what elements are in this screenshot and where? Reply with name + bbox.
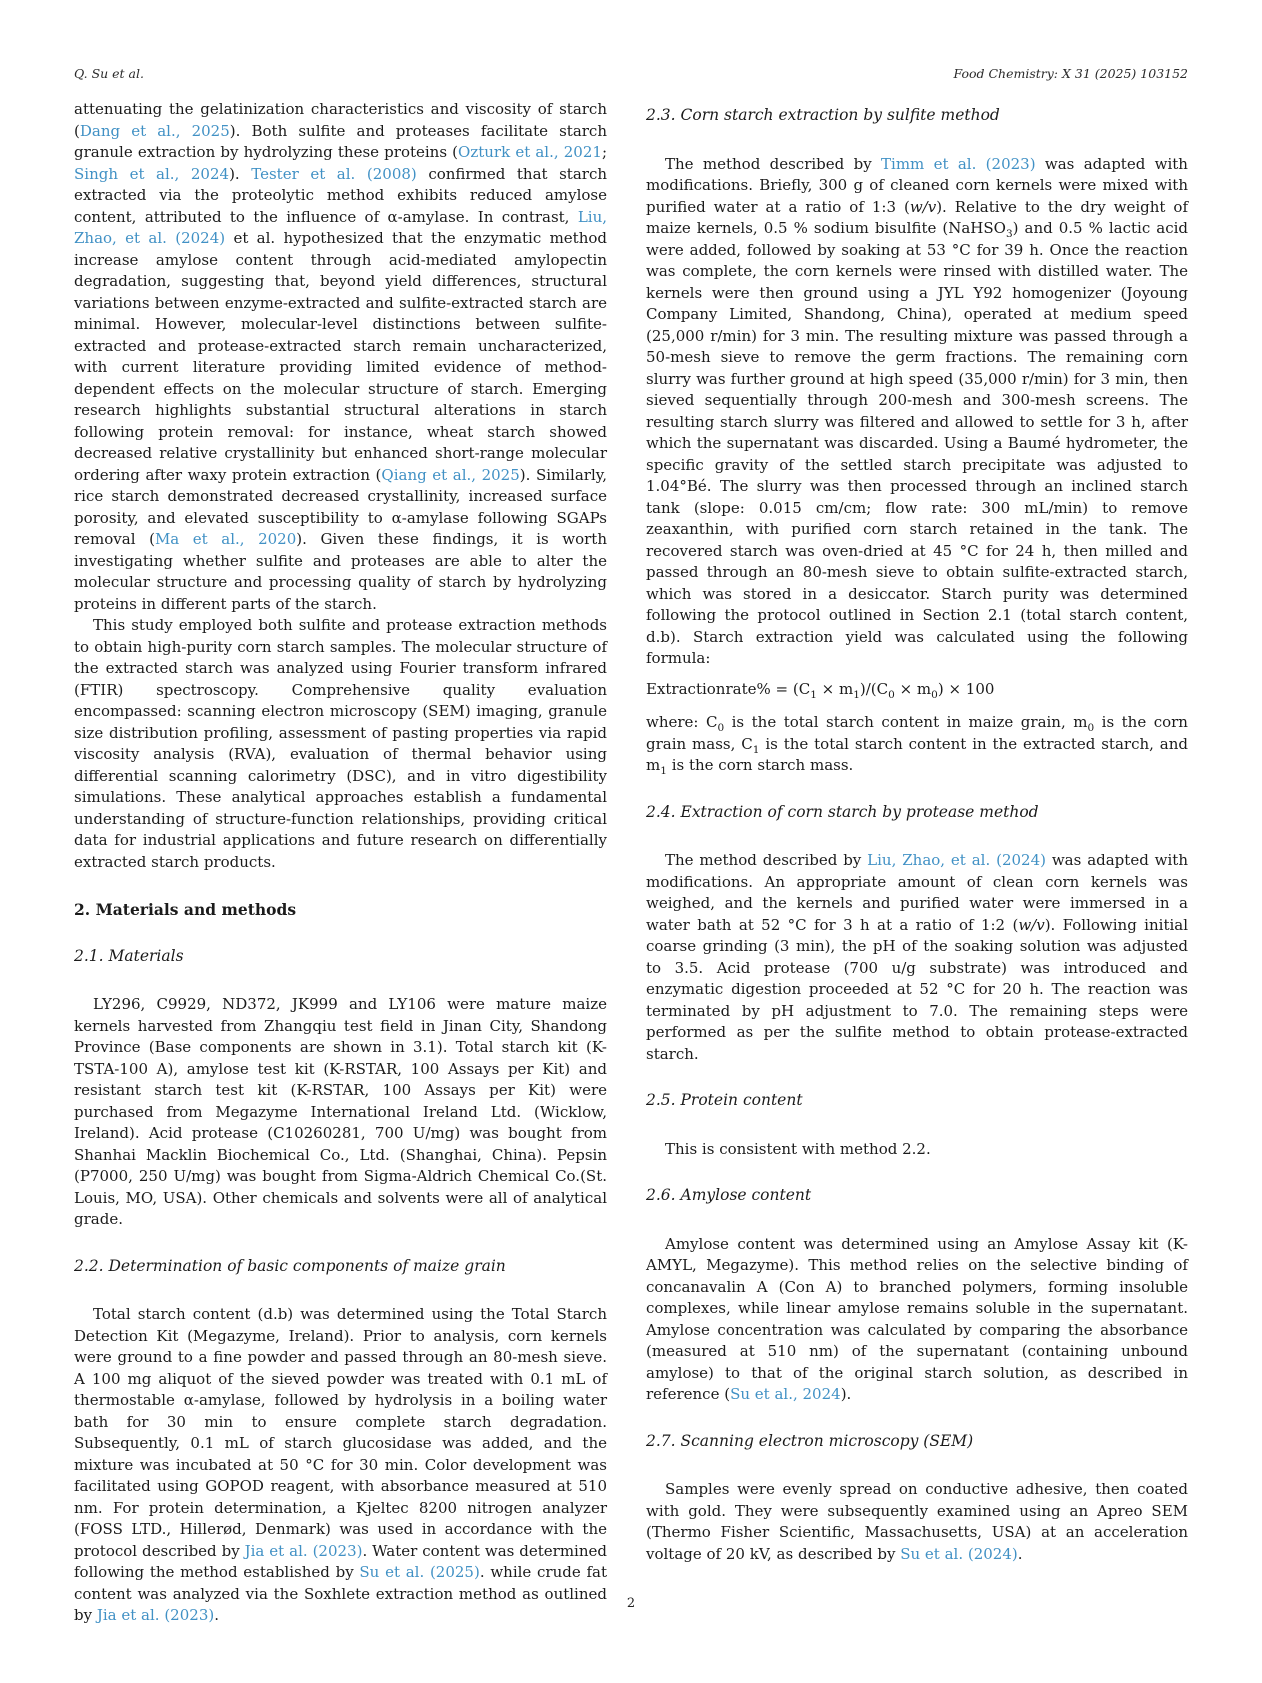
citation-link[interactable]: Su et al. (2024) xyxy=(900,1544,1018,1563)
subscript: 1 xyxy=(752,743,760,756)
text-run: 2.6. Amylose content xyxy=(646,1186,812,1204)
page-footer xyxy=(0,1596,1262,1611)
citation-link[interactable]: Su et al., 2024 xyxy=(730,1385,841,1403)
paragraph xyxy=(646,1479,1188,1565)
subsection-heading xyxy=(646,1431,1188,1453)
citation-link[interactable]: Liu, Zhao, et al. (2024) xyxy=(867,851,1046,869)
paragraph xyxy=(74,615,607,873)
text-run: Extractionrate% = (C xyxy=(646,679,811,698)
text-run: The method described by xyxy=(665,851,868,869)
citation-link[interactable]: Jia et al. (2023) xyxy=(244,1541,363,1560)
text-run: is the corn starch mass. xyxy=(666,756,854,774)
citation-link[interactable]: Singh et al., 2024 xyxy=(74,164,230,183)
text-run: × m xyxy=(816,679,854,698)
text-run: was adapted with modifications. An appropriate amount of clean corn kernels was weighed, and the kernels and purified water were immersed in a water bath at 52 °C for 3 h at a ratio of 1:2 ( xyxy=(646,851,1188,934)
subscript: 1 xyxy=(660,765,667,777)
text-run: 2.4. Extraction of corn starch by protease method xyxy=(646,802,1039,821)
left-column xyxy=(74,99,607,1627)
equation xyxy=(646,679,1188,701)
paragraph xyxy=(74,1304,607,1627)
subsection-heading xyxy=(74,1256,607,1278)
section-heading xyxy=(74,899,607,921)
running-head-journal: Food Chemistry: X 31 (2025) 103152 xyxy=(953,66,1188,81)
subsection-heading xyxy=(646,1090,1188,1112)
citation-link[interactable]: Qiang et al., 2025 xyxy=(381,465,520,484)
text-run: ). Following initial coarse grinding (3 min), the pH of the soaking solution was adjusted to 3.5. Acid protease (700 u/g substrate) was introduced and enzymatic digestion proceeded at 52 °C for 20 h. The reaction was terminated by pH adjustment to 7.0. The remaining steps were performed as per the sulfite method to obtain protease-extracted starch. xyxy=(646,915,1189,1063)
text-run: 2.1. Materials xyxy=(74,946,184,965)
citation-link[interactable]: Jia et al. (2023) xyxy=(96,1606,215,1624)
subsection-heading xyxy=(646,105,1188,127)
subscript: 3 xyxy=(1005,228,1013,240)
text-run: 2.2. Determination of basic components of maize grain xyxy=(74,1256,506,1275)
text-run: et al. hypothesized that the enzymatic method increase amylose content through acid-mediated amylopectin degradation, suggesting that, beyond yield differences, structural variations between enzyme-extracted and sulfite-extracted starch are minimal. However, molecular-level distinctions between sulfite-extracted and protease-extracted starch remain uncharacterized, with current literature providing limited evidence of method-dependent effects on the molecular structure of starch. Emerging research highlights substantial structural alterations in starch following protein removal: for instance, wheat starch showed decreased relative crystallinity but enhanced short-range molecular ordering after waxy protein extraction ( xyxy=(74,229,607,484)
text-run: 2.7. Scanning electron microscopy (SEM) xyxy=(646,1431,974,1450)
subscript: 0 xyxy=(1087,722,1095,734)
text-run: × m xyxy=(894,679,932,698)
citation-link[interactable]: Liu, Zhao, et al. (2024) xyxy=(74,207,607,247)
text-run: Total starch content (d.b) was determined using the Total Starch Detection Kit (Megazyme, Ireland). Prior to analysis, corn kernels were ground to a fine powder and passed through an 80-mesh sieve. A 100 mg aliquot of the sieved powder was treated with 0.1 mL of thermostable α-amylase, followed by hydrolysis in a boiling water bath for 30 min to ensure complete starch degradation. Subsequently, 0.1 mL of starch glucosidase was added, and the mixture was incubated at 50 °C for 30 min. Color development was facilitated using GOPOD reagent, with absorbance measured at 510 nm. For protein determination, a Kjeltec 8200 nitrogen analyzer (FOSS LTD., Hillerød, Denmark) was used in accordance with the protocol described by xyxy=(74,1305,607,1560)
text-run: ) and 0.5 % lactic acid were added, followed by soaking at 53 °C for 39 h. Once the reaction was complete, the corn kernels were rinsed with distilled water. The kernels were then ground using a JYL Y92 homogenizer (Joyoung Company Limited, Shandong, China), operated at medium speed (25,000 r/min) for 3 min. The resulting mixture was passed through a 50-mesh sieve to remove the germ fractions. The remaining corn slurry was further ground at high speed (35,000 r/min) for 3 min, then sieved sequentially through 200-mesh and 300-mesh screens. The resulting starch slurry was filtered and allowed to settle for 3 h, after which the supernatant was discarded. Using a Baumé hydrometer, the specific gravity of the settled starch precipitate was adjusted to 1.04°Bé. The slurry was then processed through an inclined starch tank (slope: 0.015 cm/cm; flow rate: 300 mL/min) to remove zeaxanthin, with purified corn starch retained in the tank. The recovered starch was oven-dried at 45 °C for 24 h, then milled and passed through an 80-mesh sieve to obtain sulfite-extracted starch, which was stored in a desiccator. Starch purity was determined following the protocol outlined in Section 2.1 (total starch content, d.b). Starch extraction yield was calculated using the following formula: xyxy=(646,219,1188,667)
text-run: ). Both sulfite and proteases facilitate starch granule extraction by hydrolyzing these proteins ( xyxy=(74,121,607,161)
text-run: . Water content was determined following the method established by xyxy=(74,1541,607,1581)
paragraph xyxy=(74,99,607,615)
text-run: is the total starch content in maize grain, m xyxy=(724,713,1088,731)
right-column xyxy=(646,99,1188,1565)
text-run: w/v xyxy=(1018,915,1045,934)
text-run: 2.3. Corn starch extraction by sulfite method xyxy=(646,106,1000,124)
text-run: )/(C xyxy=(859,679,889,698)
citation-link[interactable]: Timm et al. (2023) xyxy=(881,154,1036,173)
text-run: This is consistent with method 2.2. xyxy=(665,1139,931,1158)
citation-link[interactable]: Dang et al., 2025 xyxy=(79,121,230,140)
text-run: Samples were evenly spread on conductive adhesive, then coated with gold. They were subsequently examined using an Apreo SEM (Thermo Fisher Scientific, Massachusetts, USA) at an acceleration voltage of 20 kV, as described by xyxy=(646,1480,1188,1563)
paragraph xyxy=(646,850,1188,1065)
text-run: Amylose content was determined using an Amylose Assay kit (K-AMYL, Megazyme). This method relies on the selective binding of concanavalin A (Con A) to branched polymers, forming insoluble complexes, while linear amylose remains soluble in the supernatant. Amylose concentration was calculated by comparing the absorbance (measured at 510 nm) of the supernatant (containing unbound amylose) to that of the original starch solution, as described in reference ( xyxy=(646,1234,1188,1403)
text-run: This study employed both sulfite and protease extraction methods to obtain high-purity corn starch samples. The molecular structure of the extracted starch was analyzed using Fourier transform infrared (FTIR) spectroscopy. Comprehensive quality evaluation encompassed: scanning electron microscopy (SEM) imaging, granule size distribution profiling, assessment of pasting properties via rapid viscosity analysis (RVA), evaluation of thermal behavior using differential scanning calorimetry (DSC), and in vitro digestibility simulations. These analytical approaches establish a fundamental understanding of structure-function relationships, providing critical data for industrial applications and future research on differentially extracted starch products. xyxy=(74,616,607,871)
citation-link[interactable]: Su et al. (2025) xyxy=(359,1563,480,1581)
citation-link[interactable]: Ma et al., 2020 xyxy=(154,530,297,548)
page-number: 2 xyxy=(626,1596,636,1611)
text-run: The method described by xyxy=(665,154,882,173)
text-run: ). Similarly, rice starch demonstrated decreased crystallinity, increased surface porosity, and elevated susceptibility to α-amylase following SGAPs removal ( xyxy=(74,465,607,548)
text-run: is the total starch content in the extracted starch, and m xyxy=(646,734,1188,774)
subscript: 1 xyxy=(810,688,817,701)
paragraph xyxy=(646,1139,1188,1161)
paragraph xyxy=(646,712,1188,777)
text-run: was adapted with modifications. Briefly, 300 g of cleaned corn kernels were mixed with purified water at a ratio of 1:3 ( xyxy=(646,154,1188,216)
text-run: ; xyxy=(601,143,608,161)
text-run: confirmed that starch extracted via the proteolytic method exhibits reduced amylose content, attributed to the influence of α-amylase. In contrast, xyxy=(74,164,608,226)
text-run: ). Relative to the dry weight of maize kernels, 0.5 % sodium bisulfite (NaHSO xyxy=(646,197,1188,237)
running-head xyxy=(74,66,1188,81)
text-run: ). xyxy=(229,164,252,183)
subscript: 1 xyxy=(853,688,860,701)
text-run: ). Given these findings, it is worth investigating whether sulfite and proteases are able to alter the molecular structure and processing quality of starch by hydrolyzing proteins in different parts of the starch. xyxy=(74,530,607,613)
paragraph xyxy=(646,1234,1188,1406)
running-head-author: Q. Su et al. xyxy=(74,66,144,81)
citation-link[interactable]: Tester et al. (2008) xyxy=(251,164,417,183)
text-run: . xyxy=(1017,1544,1023,1563)
text-run: 2.5. Protein content xyxy=(646,1091,803,1109)
subscript: 0 xyxy=(931,688,938,701)
citation-link[interactable]: Ozturk et al., 2021 xyxy=(458,143,602,161)
text-run: . xyxy=(214,1606,219,1624)
paragraph xyxy=(74,994,607,1231)
subscript: 0 xyxy=(717,722,725,734)
text-run: . while crude fat content was analyzed via the Soxhlete extraction method as outlined by xyxy=(74,1563,607,1624)
subscript: 0 xyxy=(888,688,895,701)
text-run: w/v xyxy=(909,197,937,216)
subsection-heading xyxy=(74,946,607,968)
text-run: ) × 100 xyxy=(937,679,995,698)
text-run: LY296, C9929, ND372, JK999 and LY106 were mature maize kernels harvested from Zhangqiu test field in Jinan City, Shandong Province (Base components are shown in 3.1). Total starch kit (K-TSTA-100 A), amylose test kit (K-RSTAR, 100 Assays per Kit) and resistant starch test kit (K-RSTAR, 100 Assays per Kit) were purchased from Megazyme International Ireland Ltd. (Wicklow, Ireland). Acid protease (C10260281, 700 U/mg) was bought from Shanhai Macklin Biochemical Co., Ltd. (Shanghai, China). Pepsin (P7000, 250 U/mg) was bought from Sigma-Aldrich Chemical Co.(St. Louis, MO, USA). Other chemicals and solvents were all of analytical grade. xyxy=(74,995,607,1228)
text-run: 2. Materials and methods xyxy=(74,900,297,919)
text-run: is the corn grain mass, C xyxy=(646,713,1188,753)
text-run: attenuating the gelatinization characteristics and viscosity of starch ( xyxy=(74,100,607,140)
subsection-heading xyxy=(646,802,1188,824)
paragraph xyxy=(646,154,1188,670)
text-run: where: C xyxy=(646,713,718,731)
text-run: ). xyxy=(840,1385,852,1403)
subsection-heading xyxy=(646,1185,1188,1207)
